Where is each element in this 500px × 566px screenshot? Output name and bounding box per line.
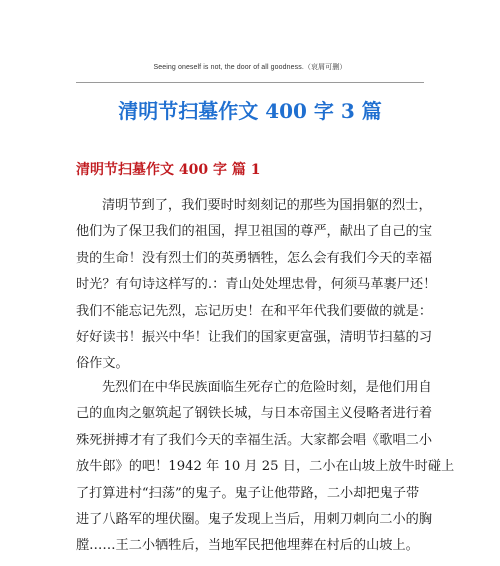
paragraph-line: 进了八路军的埋伏圈。鬼子发现上当后，用刺刀刺向二小的胸 [76,511,433,527]
paragraph-line: 了打算进村“扫荡”的鬼子。鬼子让他带路，二小却把鬼子带 [76,485,420,501]
paragraph-line: 殊死拼搏才有了我们今天的幸福生活。大家都会唱《歌唱二小 [76,432,433,448]
paragraph-line: 贵的生命！没有烈士们的英勇牺牲，怎么会有我们今天的幸福 [76,250,433,266]
header-divider [76,82,424,83]
paragraph-line: 我们不能忘记先烈，忘记历史！在和平年代我们要做的就是： [76,303,433,319]
paragraph-line: 放牛郎》的吧！1942 年 10 月 25 日，二小在山坡上放牛时碰上 [76,459,455,475]
paragraph-line: 他们为了保卫我们的祖国，捍卫祖国的尊严，献出了自己的宝 [76,224,433,240]
paragraph-line: 膛……王二小牺牲后，当地军民把他埋葬在村后的山坡上。 [76,538,419,554]
paragraph-line: 好好读书！振兴中华！让我们的国家更富强，清明节扫墓的习 [76,329,433,345]
paragraph-line: 己的血肉之躯筑起了钢铁长城，与日本帝国主义侵略者进行着 [76,406,433,422]
paragraph-line: 清明节到了，我们要时时刻刻记的那些为国捐躯的烈士， [102,198,432,213]
paragraph-line: 先烈们在中华民族面临生死存亡的危险时刻，是他们用自 [102,380,432,395]
section-title: 清明节扫墓作文 400 字 篇 1 [76,162,261,178]
paragraph-2 [76,375,455,560]
paragraph-1 [76,193,437,378]
paragraph-line: 时光？有句诗这样写的.：青山处处埋忠骨，何须马革裹尸还！ [76,277,437,293]
document-title: 清明节扫墓作文 400 字 3 篇 [118,99,382,123]
page-header-quote: Seeing oneself is not, the door of all goodness.（哀屑可删） [153,64,347,71]
paragraph-line: 俗作文。 [76,356,129,372]
